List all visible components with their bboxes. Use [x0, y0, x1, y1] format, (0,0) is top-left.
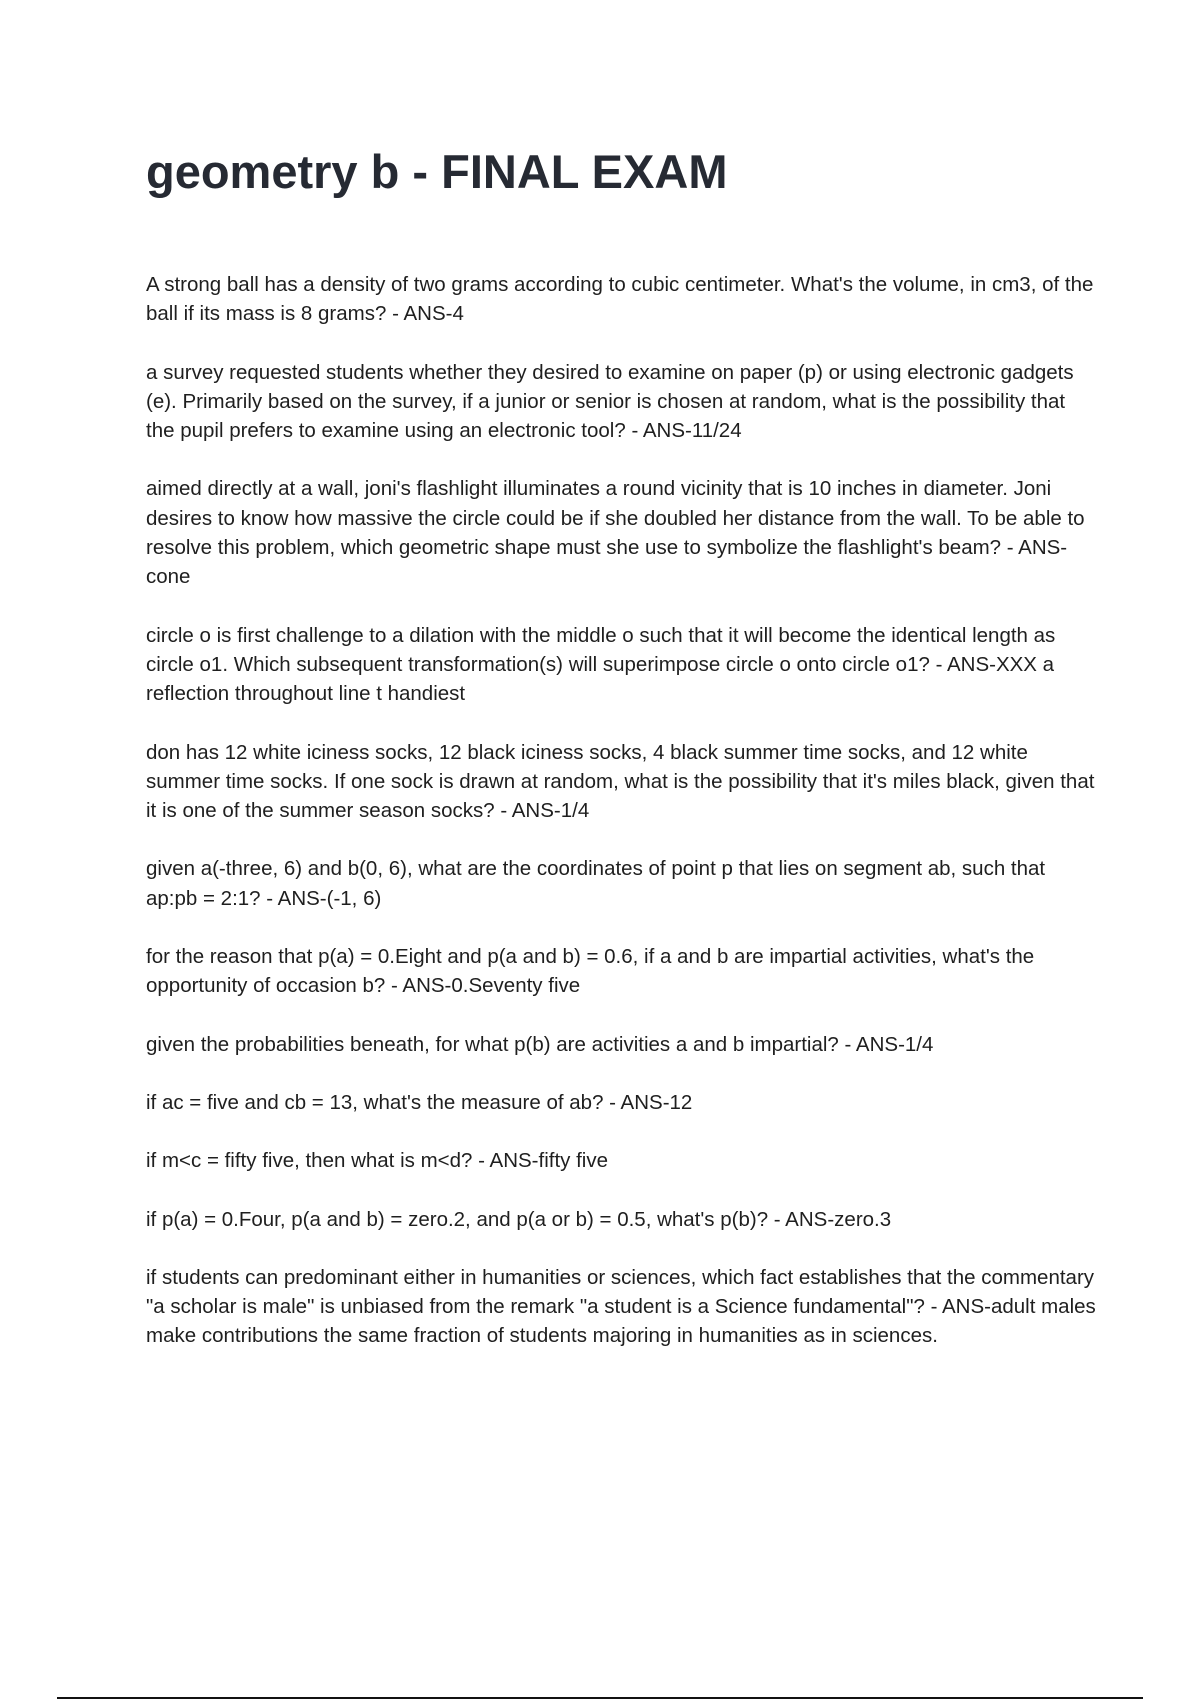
question-item-6: given a(-three, 6) and b(0, 6), what are the coordinates of point p that lies on segment ab, such that ap:pb = 2:1? - ANS-(-1, 6): [146, 857, 1046, 910]
question-item-11: if p(a) = 0.Four, p(a and b) = zero.2, and p(a or b) = 0.5, what's p(b)? - ANS-zero.3: [146, 1207, 892, 1231]
question-item-7: for the reason that p(a) = 0.Eight and p(a and b) = 0.6, if a and b are impartial activities, what's the opportunity of occasion b? - ANS-0.Seventy five: [146, 945, 1035, 998]
question-item-9: if ac = five and cb = 13, what's the measure of ab? - ANS-12: [146, 1090, 693, 1114]
question-item-5: don has 12 white iciness socks, 12 black iciness socks, 4 black summer time socks, and 12 white summer time socks. If one sock is drawn at random, what is the possibility that it's miles black, given that it is one of the summer season socks? - ANS-1/4: [146, 740, 1095, 823]
page-title: geometry b - FINAL EXAM: [146, 145, 728, 198]
question-list: [146, 270, 1096, 1380]
page-bottom-rule: [57, 1697, 1143, 1699]
question-item-4: circle o is first challenge to a dilation with the middle o such that it will become the identical length as circle o1. Which subsequent transformation(s) will superimpose circle o onto circle o1? - ANS-XXX a reflection throughout line t handiest: [146, 623, 1056, 706]
question-item-12: if students can predominant either in humanities or sciences, which fact establishes that the commentary "a scholar is male" is unbiased from the remark "a student is a Science fundamental"? - ANS-adult males make contributions the same fraction of students majoring in humanities as in sciences.: [146, 1265, 1096, 1348]
question-item-2: a survey requested students whether they desired to examine on paper (p) or using electronic gadgets (e). Primarily based on the survey, if a junior or senior is chosen at random, what is the possibility that the pupil prefers to examine using an electronic tool? - ANS-11/24: [146, 360, 1074, 443]
question-item-10: if m<c = fifty five, then what is m<d? - ANS-fifty five: [146, 1149, 608, 1173]
question-item-3: aimed directly at a wall, joni's flashlight illuminates a round vicinity that is 10 inches in diameter. Joni desires to know how massive the circle could be if she doubled her distance from the wall. To be able to resolve this problem, which geometric shape must she use to symbolize the flashlight's beam? - ANS-cone: [146, 477, 1085, 589]
question-item-1: A strong ball has a density of two grams according to cubic centimeter. What's the volume, in cm3, of the ball if its mass is 8 grams? - ANS-4: [146, 273, 1094, 326]
question-item-8: given the probabilities beneath, for what p(b) are activities a and b impartial? - ANS-1/4: [146, 1032, 934, 1056]
